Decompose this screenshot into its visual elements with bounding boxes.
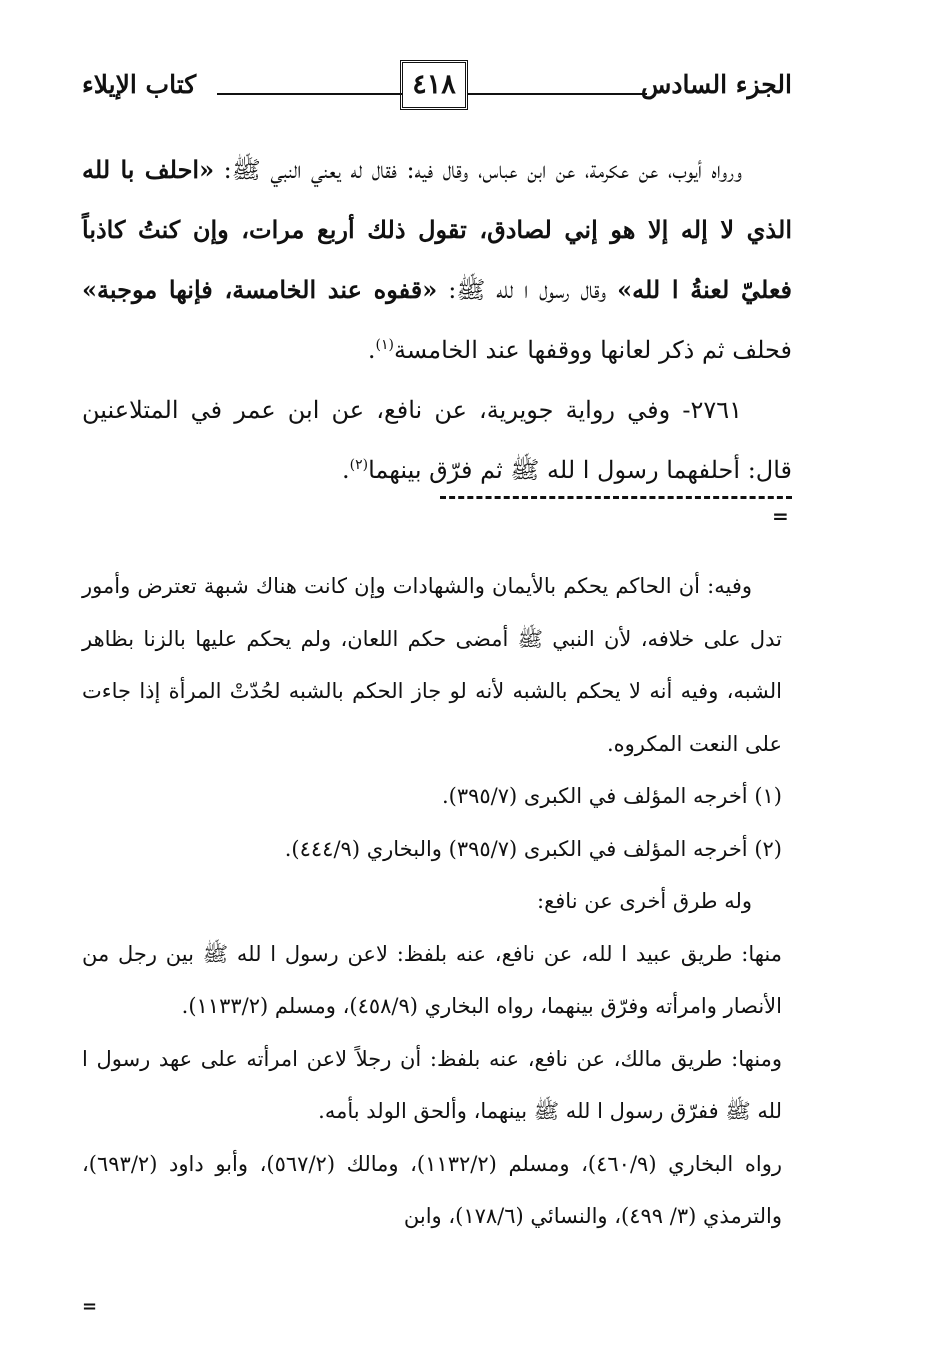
- page-number: ٤١٨: [400, 60, 468, 110]
- header-rule: [217, 93, 402, 95]
- text-run: .: [367, 336, 376, 364]
- footnote-text: ومنها: طريق مالك، عن نافع، عنه بلفظ: أن رجلاً لاعن امرأته على عهد رسول ا لله ﷺ ففرّق رسول ا لله ﷺ بينهما، وألحق الولد بأمه.: [82, 1046, 782, 1123]
- footnote-1: (١) أخرجه المؤلف في الكبرى (٣٩٥/٧).: [441, 784, 782, 808]
- part-title: الجزء السادس: [640, 70, 792, 99]
- text-run: ٢٧٦١- وفي رواية جويرية، عن نافع، عن ابن عمر في المتلاعنين قال: أحلفهما رسول ا لله ﷺ ثم فرّق بينهما: [82, 396, 792, 484]
- footnotes: [82, 560, 782, 1243]
- text-run: ورواه أيوب، عن عكرمة، عن ابن عباس، وقال فيه: فقال له يعني النبي ﷺ:: [214, 156, 742, 184]
- text-run: فحلف ثم ذكر لعانها ووقفها عند الخامسة: [393, 336, 792, 364]
- footnote-2: (٢) أخرجه المؤلف في الكبرى (٣٩٥/٧) والبخاري (٤٤٤/٩).: [284, 836, 782, 861]
- footnote-text: رواه البخاري (٤٦٠/٩)، ومسلم (١١٣٢/٢)، ومالك (٥٦٧/٢)، وأبو داود (٦٩٣/٢)، والترمذي (٣/ ٤٩٩)، والنسائي (١٧٨/٦)، وابن: [82, 1151, 782, 1228]
- continuation-mark: =: [772, 504, 789, 528]
- book-title: كتاب الإيلاء: [82, 70, 197, 99]
- text-run: وقال رسول ا لله ﷺ:: [437, 276, 618, 304]
- text-run: .: [341, 456, 350, 484]
- footnote-ref: (١): [375, 337, 394, 353]
- footnote-text: منها: طريق عبيد ا لله، عن نافع، عنه بلفظ: لاعن رسول ا لله ﷺ بين رجل من الأنصار وامرأته وفرّق بينهما، رواه البخاري (٤٥٨/٩)، ومسلم (١١٣٣/٢).: [82, 941, 782, 1018]
- main-text: [82, 140, 792, 500]
- hadith-2761: [82, 380, 792, 500]
- header-rule: [467, 93, 647, 95]
- footnote-continuation: وفيه: أن الحاكم يحكم بالأيمان والشهادات وإن كانت هناك شبهة تعترض وأمور تدل على خلافه، لأن النبي ﷺ أمضى حكم اللعان، ولم يحكم عليها بالزنا بظاهر الشبه، وفيه أنه لا يحكم بالشبه لأنه لو جاز الحكم بالشبه لحُدّتْ المرأة إذا جاءت على النعت المكروه.: [82, 574, 782, 756]
- footnote-text: وله طرق أخرى عن نافع:: [537, 889, 752, 913]
- hadith-quote: «قفوه عند الخامسة، فإنها موجبة»: [82, 275, 438, 304]
- paragraph: [82, 140, 792, 380]
- footnote-ref: (٢): [349, 457, 369, 473]
- hadith-quote: «احلف با لله الذي لا إله إلا هو إني لصادق، تقول ذلك أربع مرات، وإن كنتُ كاذباً فعليّ لعنةُ ا لله»: [82, 155, 793, 304]
- page-header: [82, 58, 792, 114]
- continuation-mark: =: [82, 1296, 98, 1317]
- footnote-separator: [440, 496, 792, 499]
